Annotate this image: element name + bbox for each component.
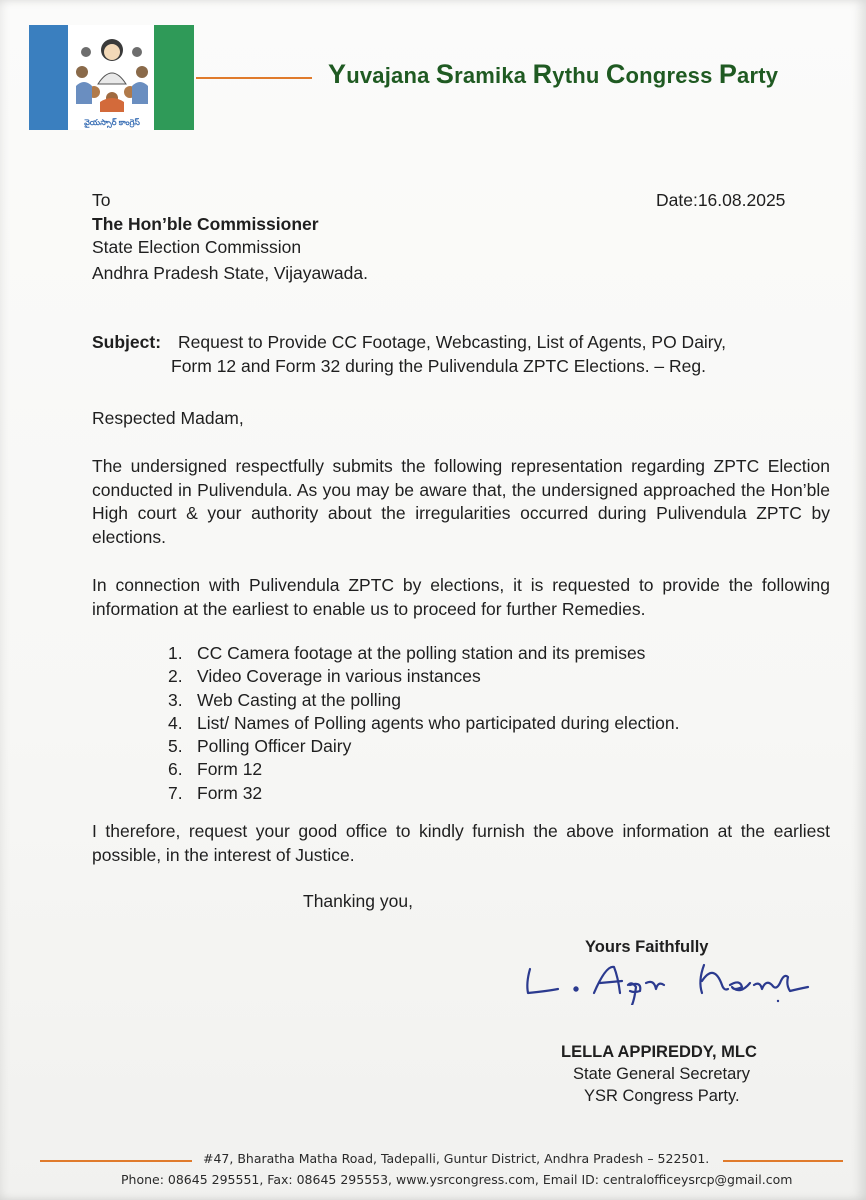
handwritten-signature [518, 955, 818, 1005]
party-initial: C [605, 59, 626, 89]
yours-faithfully: Yours Faithfully [585, 938, 709, 956]
subject-line-1: Request to Provide CC Footage, Webcasting, List of Agents, PO Dairy, [178, 332, 726, 352]
header-rule [196, 77, 312, 79]
flag-white-band [68, 25, 154, 130]
list-item: 2. Video Coverage in various instances [168, 666, 481, 687]
signature-dot [777, 1000, 779, 1002]
subject-label: Subject: [92, 332, 162, 352]
party-word: ongress [625, 63, 713, 88]
to-label: To [92, 190, 111, 210]
party-name-title [328, 59, 778, 90]
party-word: arty [737, 63, 779, 88]
recipient-line-1: State Election Commission [92, 237, 302, 257]
party-initial: R [532, 59, 553, 89]
footer-rule-right [723, 1160, 843, 1162]
subject-line-2: Form 12 and Form 32 during the Pulivendula ZPTC Elections. – Reg. [171, 356, 706, 376]
salutation: Respected Madam, [92, 408, 244, 428]
requested-items-list [168, 642, 680, 805]
party-initial: Y [328, 59, 347, 89]
signatory-organization: YSR Congress Party. [584, 1087, 740, 1105]
list-item: 3. Web Casting at the polling [168, 689, 401, 710]
paragraph-2: In connection with Pulivendula ZPTC by elections, it is requested to provide the following information at the earliest to enable us to proceed for further Remedies. [92, 575, 830, 619]
party-initial: S [435, 59, 455, 89]
list-item: 5. Polling Officer Dairy [168, 736, 352, 757]
list-item: 4. List/ Names of Polling agents who participated during election. [168, 712, 680, 733]
letter-date: Date:16.08.2025 [656, 190, 786, 210]
signatory-name: LELLA APPIREDDY, MLC [561, 1043, 757, 1061]
signatory-designation: State General Secretary [573, 1065, 751, 1083]
paragraph-1: The undersigned respectfully submits the following representation regarding ZPTC Election conducted in Pulivendula. As you may be aware that, the undersigned approached the Hon’ble High court & your authority about the irregularities occurred during Pulivendula ZPTC by elections. [92, 456, 830, 547]
flag-green-band [154, 25, 194, 130]
footer-contact: Phone: 08645 295551, Fax: 08645 295553, www.ysrcongress.com, Email ID: centralofficeysrcp@gmail.com [121, 1172, 793, 1187]
list-item: 6. Form 12 [168, 759, 263, 780]
thanking-line: Thanking you, [303, 891, 413, 911]
party-initial: P [718, 59, 738, 89]
recipient-line-2: Andhra Pradesh State, Vijayawada. [92, 263, 368, 283]
recipient-title: The Hon’ble Commissioner [92, 214, 319, 234]
flag-blue-band [29, 25, 68, 130]
logo-caption: వైయస్సార్ కాంగ్రెస్ [74, 117, 150, 128]
leader-emblem-icon [70, 28, 154, 125]
footer-address: #47, Bharatha Matha Road, Tadepalli, Guntur District, Andhra Pradesh – 522501. [203, 1151, 710, 1166]
footer-rule-left [40, 1160, 192, 1162]
party-word: uvajana [346, 63, 430, 88]
party-word: ythu [552, 63, 600, 88]
list-item: 7. Form 32 [168, 782, 263, 803]
party-flag-logo [29, 25, 194, 130]
paragraph-3: I therefore, request your good office to kindly furnish the above information at the earliest possible, in the interest of Justice. [92, 821, 830, 865]
party-word: ramika [454, 63, 527, 88]
list-item: 1. CC Camera footage at the polling station and its premises [168, 643, 646, 663]
